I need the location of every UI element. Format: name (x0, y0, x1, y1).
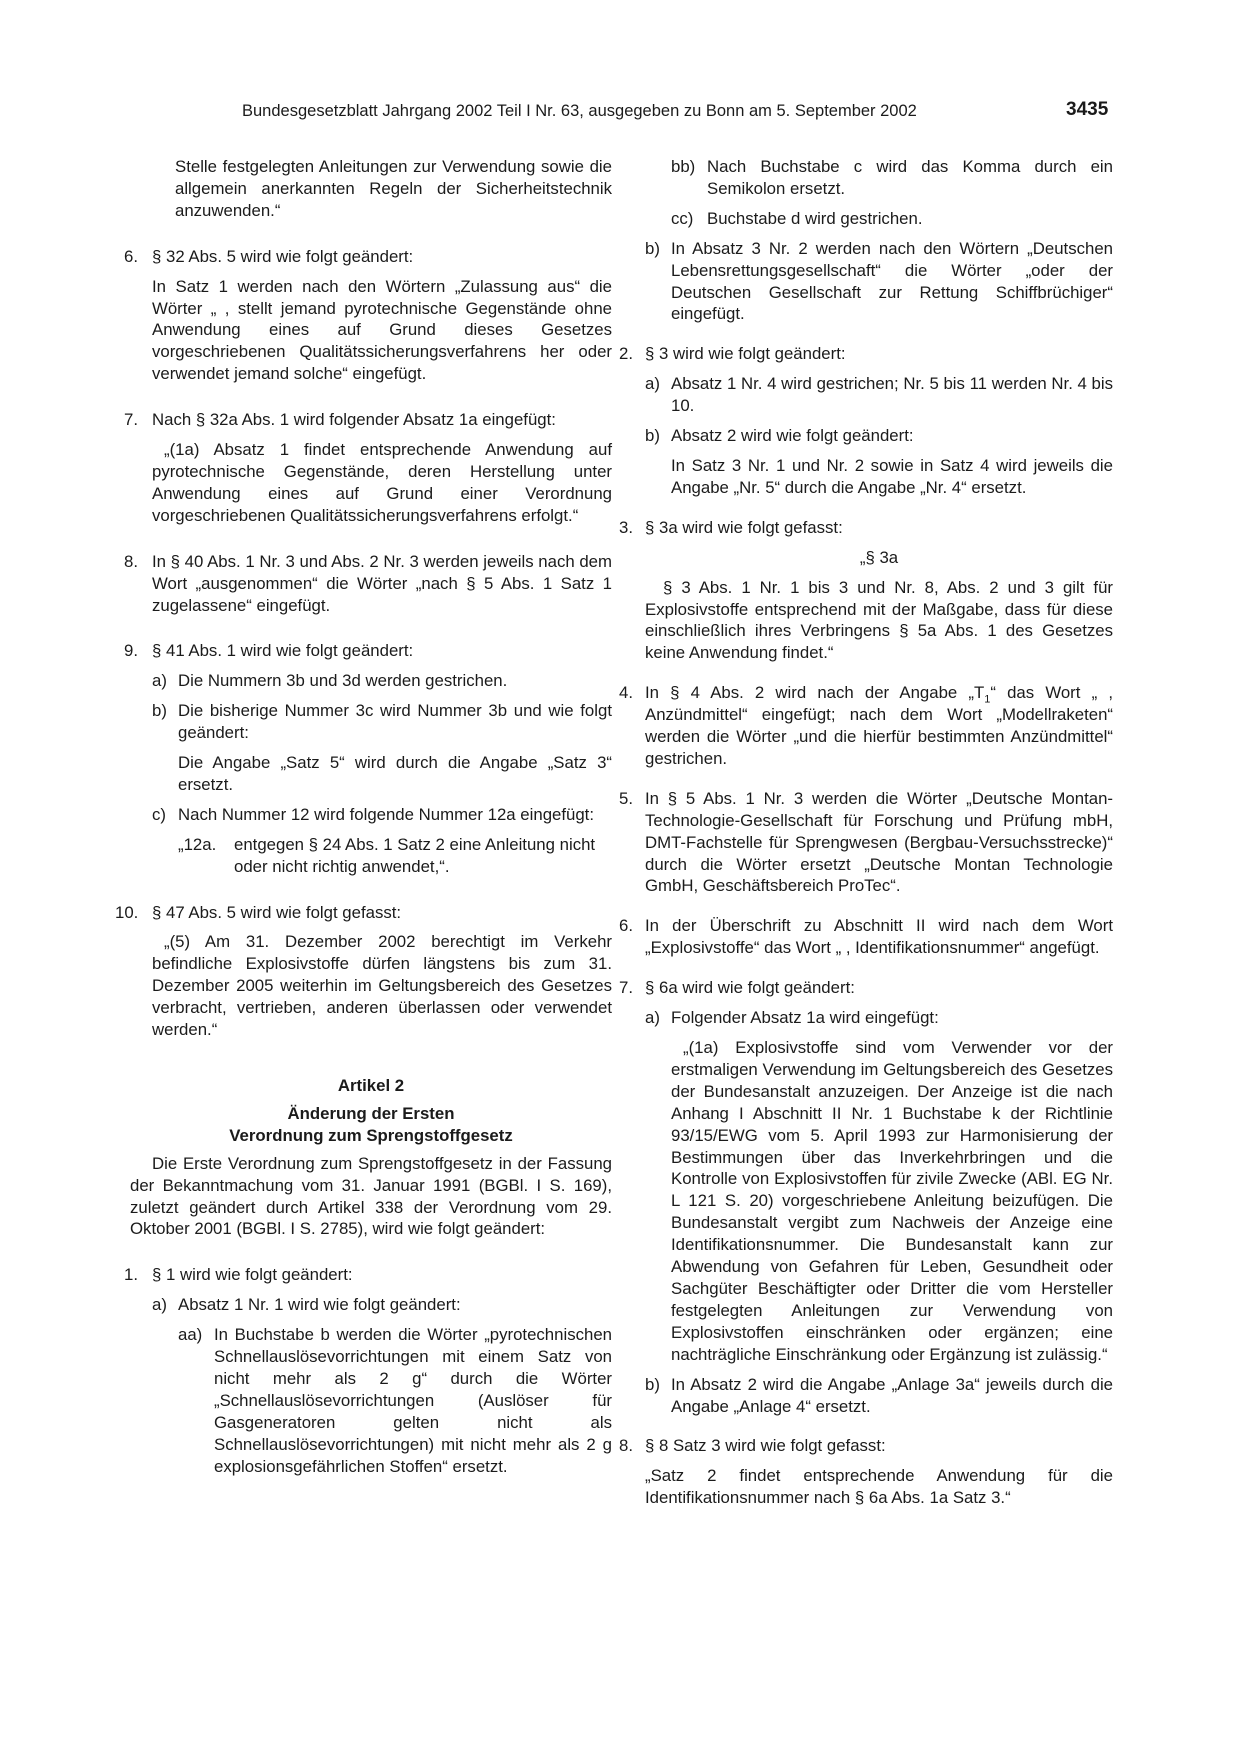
sub-sub-item (178, 1324, 612, 1477)
item-number: 1. (124, 1265, 138, 1285)
item-number: 6. (619, 916, 633, 936)
list-item (619, 1435, 1113, 1509)
item-number: 3. (619, 517, 633, 537)
sub-sub-item-text: In Buchstabe b werden die Wörter „pyrotechnischen Schnellauslösevorrichtungen mit einem Satz von nicht mehr als 2 g“ durch die Wörter „Schnellauslösevorrichtungen (Auslöser für Gasgeneratoren gelten nicht als Schnellauslösevorrichtungen) mit nicht mehr als 2 g explosionsgefährlichen Stoffen“ ersetzt. (214, 1325, 612, 1476)
list-item (115, 902, 612, 1041)
sub-item (645, 1374, 1113, 1418)
item-body: „(1a) Absatz 1 findet entsprechende Anwendung auf pyrotechnische Gegenstände, deren Herstellung unter Anwendung eines auf Grund einer Verordnung vorgeschriebenen Qualitätssicherungsverfahrens erfolgt.“ (152, 440, 612, 525)
item-text: In § 5 Abs. 1 Nr. 3 werden die Wörter „Deutsche Montan-Technologie-Gesellschaft für Forschung und Prüfung mbH, DMT-Fachstelle für Sprengwesen (Bergbau-Versuchsstrecke)“ durch die Wörter ersetzt „Deutsche Montan Technologie GmbH, Geschäftsbereich ProTec“. (645, 788, 1113, 896)
item-text: § 3 wird wie folgt geändert: (645, 344, 846, 364)
item-body: § 3 Abs. 1 Nr. 1 bis 3 und Nr. 8, Abs. 2 und 3 gilt für Explosivstoffe entsprechend mit der Maßgabe, dass für diese einschließlich ihres Verbringens § 5a Abs. 1 des Gesetzes keine Anwendung findet.“ (645, 577, 1113, 663)
sub-item-letter: a) (645, 374, 660, 394)
page-number: 3435 (1066, 99, 1109, 120)
sub-sub-item-label: cc) (671, 208, 694, 228)
list-item (619, 682, 1113, 770)
sub-sub-item-label: aa) (178, 1325, 203, 1345)
item-number: 8. (619, 1436, 633, 1456)
sub-item-text: Absatz 1 Nr. 4 wird gestrichen; Nr. 5 bis 11 werden Nr. 4 bis 10. (671, 374, 1113, 416)
list-item (619, 517, 1113, 664)
inserted-number (178, 834, 612, 878)
item-text: § 8 Satz 3 wird wie folgt gefasst: (645, 1436, 886, 1456)
item-number: 6. (124, 246, 138, 266)
item-number: 7. (619, 978, 633, 998)
gazette-title: Bundesgesetzblatt Jahrgang 2002 Teil I Nr. 63, ausgegeben zu Bonn am 5. September 2002 (242, 102, 917, 120)
sub-item (152, 1294, 612, 1477)
list-item (124, 551, 612, 617)
item-text: In der Überschrift zu Abschnitt II wird nach dem Wort „Explosivstoffe“ das Wort „ , Identifikationsnummer“ angefügt. (645, 916, 1113, 958)
sub-item-text: Absatz 1 Nr. 1 wird wie folgt geändert: (178, 1295, 461, 1315)
item-number: 2. (619, 344, 633, 364)
item-body: In Satz 1 werden nach den Wörtern „Zulassung aus“ die Wörter „ , stellt jemand pyrotechnische Gegenstände ohne Anwendung eines auf Grund dieses Gesetzes vorgeschriebenen Qualitätssicherungsverfahrens her oder verwendet jemand solche“ eingefügt. (152, 276, 612, 384)
list-item (124, 640, 612, 877)
sub-item-text: In Absatz 2 wird die Angabe „Anlage 3a“ jeweils durch die Angabe „Anlage 4“ ersetzt. (671, 1374, 1113, 1416)
list-item (124, 1264, 612, 1477)
item-number: 8. (124, 551, 138, 571)
sub-item-letter: a) (645, 1008, 660, 1028)
sub-item-text: Folgender Absatz 1a wird eingefügt: (671, 1008, 939, 1028)
sub-item-text: Absatz 2 wird wie folgt geändert: (671, 426, 914, 446)
sub-item (152, 670, 612, 692)
item-number: 4. (619, 683, 633, 703)
list-item (124, 409, 612, 527)
item-number: 5. (619, 788, 633, 808)
item-number: 10. (115, 902, 139, 922)
inserted-number-label: „12a. (178, 834, 217, 854)
sub-item-text: Die bisherige Nummer 3c wird Nummer 3b und wie folgt geändert: (178, 701, 612, 743)
article-subtitle: Änderung der Ersten (287, 1103, 455, 1123)
item-text: § 47 Abs. 5 wird wie folgt gefasst: (152, 902, 402, 922)
item-text: § 6a wird wie folgt geändert: (645, 978, 855, 998)
right-column (619, 156, 1113, 1509)
list-item (619, 788, 1113, 898)
article-title: Artikel 2 (337, 1076, 405, 1095)
sub-item-text: Nach Nummer 12 wird folgende Nummer 12a eingefügt: (178, 804, 595, 824)
left-column (115, 156, 612, 1478)
sub-item-letter: b) (645, 1374, 660, 1394)
item-body: „(5) Am 31. Dezember 2002 berechtigt im Verkehr befindliche Explosivstoffe dürfen längstens bis zum 31. Dezember 2005 weiterhin im Geltungsbereich des Gesetzes verbracht, vertrieben, anderen überlassen oder verwendet werden.“ (152, 932, 612, 1040)
item-body: „Satz 2 findet entsprechende Anwendung für die Identifikationsnummer nach § 6a Abs. 1a Satz 3.“ (645, 1466, 1113, 1508)
inserted-number-text: entgegen § 24 Abs. 1 Satz 2 eine Anleitung nicht oder nicht richtig anwendet,“. (234, 834, 596, 876)
sub-item (645, 425, 1113, 499)
sub-sub-item-text: Buchstabe d wird gestrichen. (707, 208, 923, 228)
article-subtitle: Verordnung zum Sprengstoffgesetz (229, 1125, 513, 1145)
sub-sub-item-text: Nach Buchstabe c wird das Komma durch ein Semikolon ersetzt. (707, 157, 1113, 198)
sub-item-body: In Satz 3 Nr. 1 und Nr. 2 sowie in Satz 4 wird jeweils die Angabe „Nr. 5“ durch die Angabe „Nr. 4“ ersetzt. (671, 455, 1113, 497)
item-number: 7. (124, 410, 138, 430)
sub-item (152, 804, 612, 878)
page-header (0, 100, 1240, 130)
sub-item-text: Die Nummern 3b und 3d werden gestrichen. (178, 671, 508, 691)
sub-item-body: Die Angabe „Satz 5“ wird durch die Angabe „Satz 3“ ersetzt. (178, 753, 612, 794)
item-text: § 41 Abs. 1 wird wie folgt geändert: (152, 641, 414, 661)
article-intro: Die Erste Verordnung zum Sprengstoffgesetz in der Fassung der Bekanntmachung vom 31. Januar 1991 (BGBl. I S. 169), zuletzt geändert durch Artikel 338 der Verordnung vom 29. Oktober 2001 (BGBl. I S. 2785), wird wie folgt geändert: (130, 1153, 612, 1239)
list-item (124, 246, 612, 385)
sub-item-body: „(1a) Explosivstoffe sind vom Verwender vor der erstmaligen Verwendung im Geltungsbereich des Gesetzes der Bundesanstalt anzuzeigen. Der Anzeige ist die nach Anhang I Abschnitt II Nr. 1 Buchstabe k der Richtlinie 93/15/EWG vom 5. April 1993 zur Harmonisierung der Bestimmungen über das Inverkehrbringen und die Kontrolle von Explosivstoffen für zivile Zwecke (ABl. EG Nr. L 121 S. 20) vorgeschriebene Anleitung beizufügen. Die Bundesanstalt vergibt zum Nachweis der Anzeige eine Identifikationsnummer. Die Bundesanstalt kann zur Abwendung von Gefahren für Leben, Gesundheit oder Sachgüter Beschäftigter oder Dritter die vom Hersteller festgelegten Anleitungen zur Verwendung von Explosivstoffen einschränken oder ergänzen; eine nachträgliche Einschränkung oder Ergänzung ist zulässig.“ (671, 1038, 1113, 1364)
sub-item-letter: c) (152, 804, 166, 824)
sub-item (152, 700, 612, 796)
item-text: In § 40 Abs. 1 Nr. 3 und Abs. 2 Nr. 3 werden jeweils nach dem Wort „ausgenommen“ die Wörter „nach § 5 Abs. 1 Satz 1 zugelassene“ eingefügt. (152, 551, 612, 615)
list-item (619, 915, 1113, 959)
sub-item-letter: b) (645, 238, 660, 258)
item-text: § 32 Abs. 5 wird wie folgt geändert: (152, 246, 414, 266)
sub-item-text: In Absatz 3 Nr. 2 werden nach den Wörtern „Deutschen Lebensrettungsgesellschaft“ die Wörter „oder der Deutschen Gesellschaft zur Rettung Schiffbrüchiger“ eingefügt. (671, 238, 1113, 324)
sub-item-letter: a) (152, 1295, 167, 1315)
section-heading: „§ 3a (859, 547, 899, 567)
sub-sub-item (645, 208, 1113, 230)
sub-item (645, 1007, 1113, 1366)
sub-item-letter: b) (645, 426, 660, 446)
sub-sub-item (645, 156, 1113, 200)
sub-item (645, 373, 1113, 417)
sub-item (645, 238, 1113, 326)
list-item (619, 977, 1113, 1417)
item-text: § 3a wird wie folgt gefasst: (645, 517, 843, 537)
item-text: In § 4 Abs. 2 wird nach der Angabe $„T_1“$ das Wort „ , Anzündmittel“ eingefügt; nach dem Wort „Modellraketen“ werden die Wörter „und die hierfür bestimmten Anzündmittel“ gestrichen. (645, 683, 1113, 768)
item-text: § 1 wird wie folgt geändert: (152, 1265, 353, 1285)
continuation-text: Stelle festgelegten Anleitungen zur Verwendung sowie die allgemein anerkannten Regeln der Sicherheitstechnik anzuwenden.“ (175, 157, 612, 220)
item-text: Nach § 32a Abs. 1 wird folgender Absatz 1a eingefügt: (152, 410, 556, 430)
list-item (619, 343, 1113, 498)
sub-item-letter: b) (152, 701, 167, 721)
item-number: 9. (124, 641, 138, 661)
sub-sub-item-label: bb) (671, 157, 696, 176)
sub-item-letter: a) (152, 671, 167, 691)
